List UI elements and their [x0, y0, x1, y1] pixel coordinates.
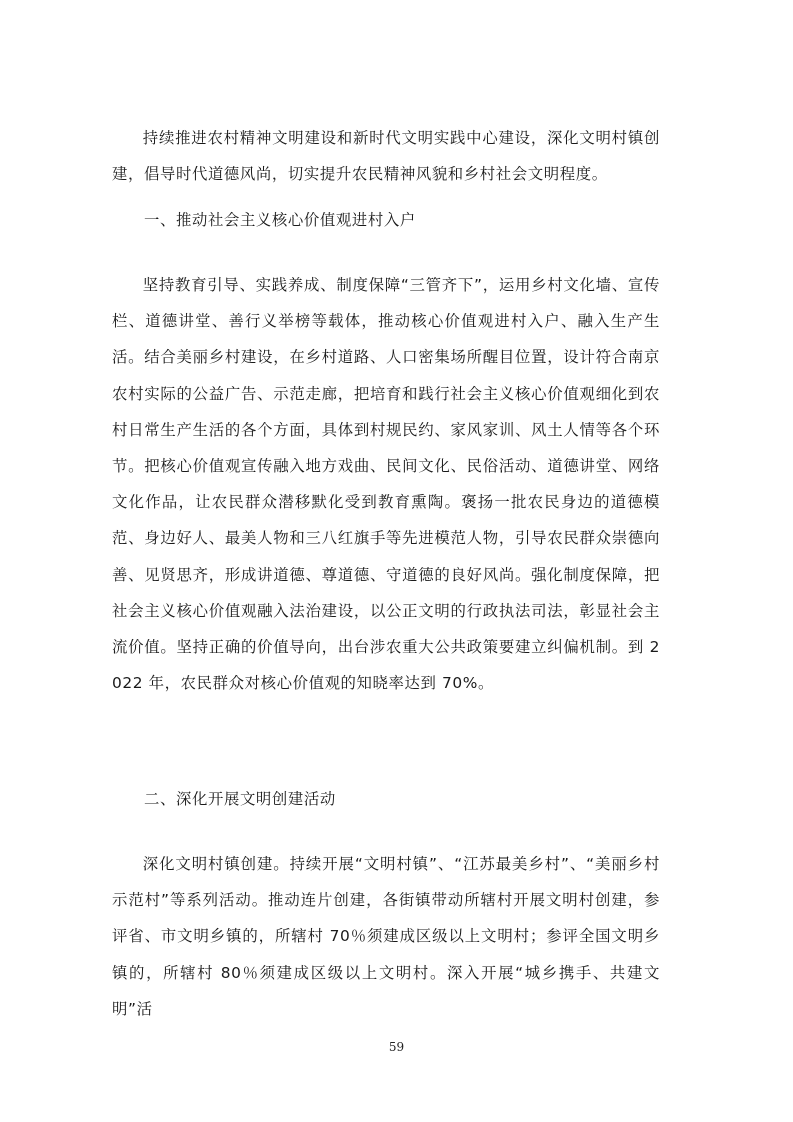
section-2-paragraph: 深化文明村镇创建。持续开展“文明村镇”、“江苏最美乡村”、“美丽乡村示范村”等系列活动。推动连片创建，各街镇带动所辖村开展文明村创建，参评省、市文明乡镇的，所辖村 70％须建成区级以上文明村；参评全国文明乡镇的，所辖村 80％须建成区级以上文明村。深入开展“城乡携手、共建文明”活 — [112, 855, 660, 1018]
intro-paragraph: 持续推进农村精神文明建设和新时代文明实践中心建设，深化文明村镇创建，倡导时代道德风尚，切实提升农民精神风貌和乡村社会文明程度。 — [112, 129, 660, 184]
section-2-heading: 二、深化开展文明创建活动 — [144, 790, 336, 808]
section-1-block — [112, 267, 660, 701]
section-2-block — [112, 846, 660, 1027]
page-number: 59 — [388, 1040, 405, 1054]
intro-block — [112, 120, 660, 192]
section-1-heading: 一、推动社会主义核心价值观进村入户 — [144, 211, 416, 229]
section-1-paragraph: 坚持教育引导、实践养成、制度保障“三管齐下”，运用乡村文化墙、宣传栏、道德讲堂、善行义举榜等载体，推动核心价值观进村入户、融入生产生活。结合美丽乡村建设，在乡村道路、人口密集场所醒目位置，设计符合南京农村实际的公益广告、示范走廊，把培育和践行社会主义核心价值观细化到农村日常生产生活的各个方面，具体到村规民约、家风家训、风土人情等各个环节。把核心价值观宣传融入地方戏曲、民间文化、民俗活动、道德讲堂、网络文化作品，让农民群众潜移默化受到教育熏陶。褒扬一批农民身边的道德模范、身边好人、最美人物和三八红旗手等先进模范人物，引导农民群众崇德向善、见贤思齐，形成讲道德、尊道德、守道德的良好风尚。强化制度保障，把社会主义核心价值观融入法治建设，以公正文明的行政执法司法，彰显社会主流价值。坚持正确的价值导向，出台涉农重大公共政策要建立纠偏机制。到 2022 年，农民群众对核心价值观的知晓率达到 70%。 — [112, 276, 660, 693]
